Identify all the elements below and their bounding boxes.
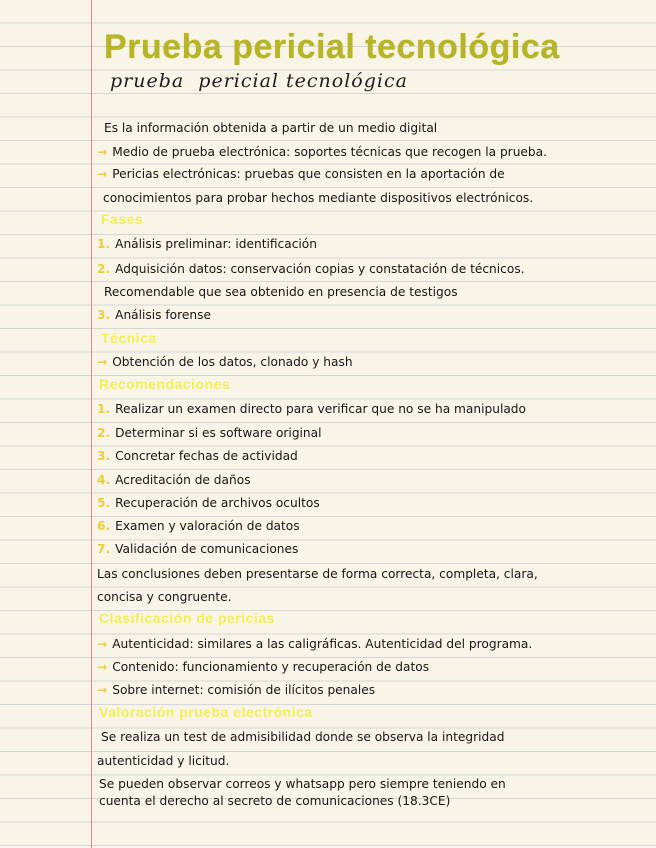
list-item — [97, 261, 525, 277]
list-text: Recuperación de archivos ocultos — [115, 496, 320, 510]
list-text: Acreditación de daños — [115, 473, 251, 487]
list-item — [97, 307, 211, 323]
intro-bullet — [97, 166, 505, 182]
list-item — [97, 425, 322, 441]
list-number: 4. — [97, 473, 111, 487]
list-number: 7. — [97, 542, 111, 556]
intro-bullet — [97, 144, 547, 160]
list-item — [97, 495, 320, 511]
list-text: Análisis preliminar: identificación — [115, 237, 317, 251]
conclusion-line: Las conclusiones deben presentarse de forma correcta, completa, clara, — [97, 567, 538, 581]
list-text: Análisis forense — [115, 308, 211, 322]
arrow-icon: → — [97, 637, 108, 651]
title-script: prueba pericial tecnológica — [110, 70, 408, 92]
list-item — [97, 448, 298, 464]
list-number: 6. — [97, 519, 111, 533]
conclusion-line: concisa y congruente. — [97, 590, 232, 604]
list-item — [97, 518, 300, 534]
arrow-icon: → — [97, 683, 108, 697]
list-text: Concretar fechas de actividad — [115, 449, 298, 463]
list-text: Realizar un examen directo para verificar que no se ha manipulado — [115, 402, 526, 416]
heading-valoracion: Valoración prueba electrónica — [99, 704, 313, 720]
list-text: Validación de comunicaciones — [115, 542, 299, 556]
list-text: Recomendable que sea obtenido en presencia de testigos — [104, 285, 458, 299]
heading-clasificacion: Clasificación de pericias — [99, 610, 275, 626]
list-text: Adquisición datos: conservación copias y constatación de técnicos. — [115, 262, 525, 276]
intro-continuation: conocimientos para probar hechos mediante dispositivos electrónicos. — [103, 191, 534, 205]
margin-line — [91, 0, 92, 848]
bullet-text: Pericias electrónicas: pruebas que consisten en la aportación de — [112, 167, 505, 181]
list-item — [97, 401, 526, 417]
arrow-icon: → — [97, 167, 108, 181]
arrow-icon: → — [97, 145, 108, 159]
heading-recomendaciones: Recomendaciones — [99, 376, 231, 392]
list-item — [97, 354, 353, 370]
list-number: 1. — [97, 237, 111, 251]
list-text: Determinar si es software original — [115, 426, 322, 440]
paragraph-line: cuenta el derecho al secreto de comunicaciones (18.3CE) — [99, 794, 451, 808]
arrow-icon: → — [97, 660, 108, 674]
list-item — [97, 541, 298, 557]
paragraph-line: Se realiza un test de admisibilidad donde se observa la integridad — [101, 730, 505, 744]
list-number: 3. — [97, 449, 111, 463]
paragraph-line: autenticidad y licitud. — [97, 754, 230, 768]
intro-line: Es la información obtenida a partir de un medio digital — [104, 121, 438, 135]
list-number: 1. — [97, 402, 111, 416]
list-number: 3. — [97, 308, 111, 322]
list-text: Examen y valoración de datos — [115, 519, 300, 533]
title-highlight: Prueba pericial tecnológica — [104, 28, 560, 66]
title — [104, 28, 624, 98]
list-text: Obtención de los datos, clonado y hash — [112, 355, 353, 369]
paragraph-line: Se pueden observar correos y whatsapp pero siempre teniendo en — [99, 777, 506, 791]
bullet-text: Medio de prueba electrónica: soportes técnicas que recogen la prueba. — [112, 145, 547, 159]
list-number: 5. — [97, 496, 111, 510]
heading-tecnica: Técnica — [101, 330, 157, 346]
list-number: 2. — [97, 426, 111, 440]
list-text: Sobre internet: comisión de ilícitos penales — [112, 683, 376, 697]
list-number: 2. — [97, 262, 111, 276]
list-text: Autenticidad: similares a las caligráficas. Autenticidad del programa. — [112, 637, 533, 651]
list-item — [97, 636, 532, 652]
arrow-icon: → — [97, 355, 108, 369]
list-text: Contenido: funcionamiento y recuperación de datos — [112, 660, 430, 674]
list-item — [97, 236, 317, 252]
list-item — [97, 472, 251, 488]
heading-fases: Fases — [101, 211, 144, 227]
list-item — [97, 659, 429, 675]
list-item — [97, 682, 375, 698]
list-item — [104, 284, 458, 300]
